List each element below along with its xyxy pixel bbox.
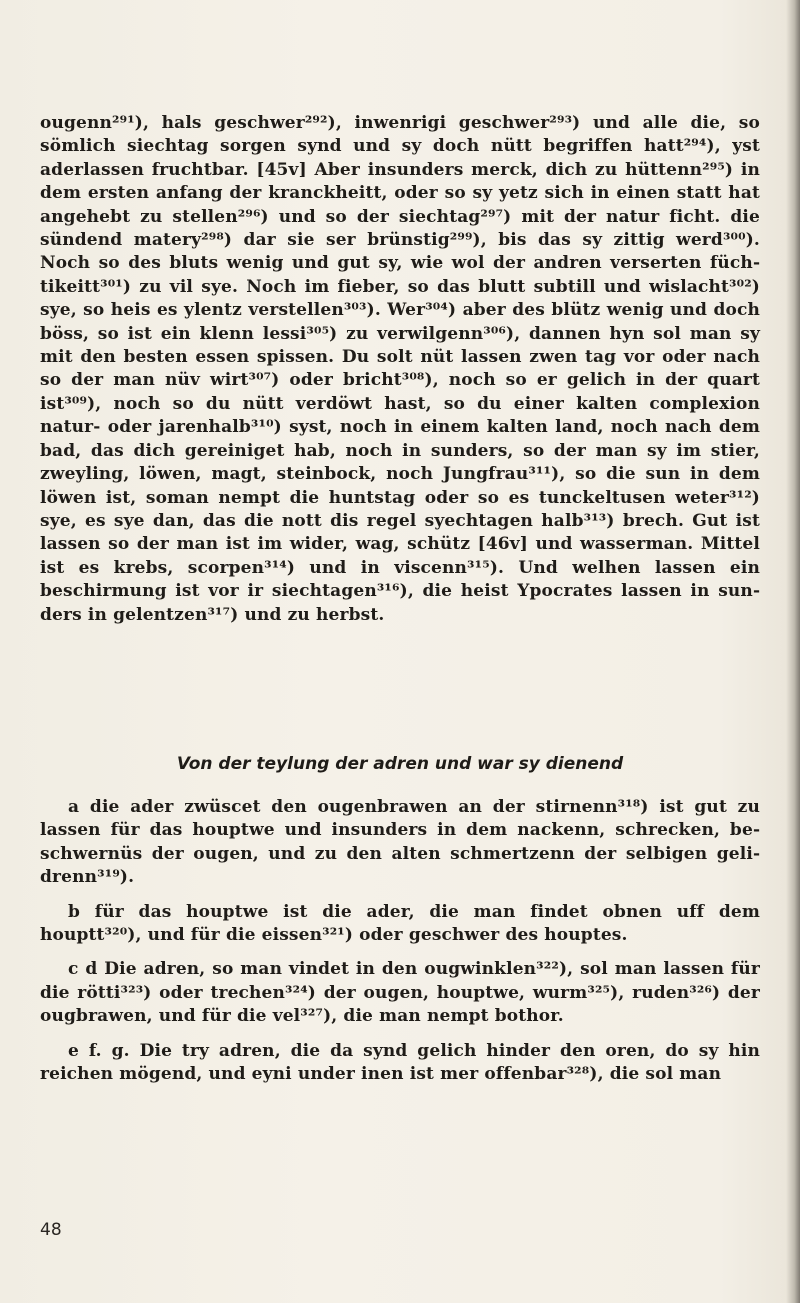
section-c-d: c d Die adren, so man vindet in den ougwinklen³²²), sol man lassen für die rötti³²³) oder trechen³²⁴) der ougen, houptwe, wurm³²⁵), ruden³²⁶) der ougbrawen, und für die vel³²⁷), die man nempt bothor.: [40, 959, 760, 1027]
page-number: 48: [40, 1220, 62, 1240]
main-paragraph: ougenn²⁹¹), hals geschwer²⁹²), inwenrigi geschwer²⁹³) und alle die, so sömlich siechtag sorgen synd und sy doch nütt begriffen hatt²⁹⁴), yst aderlassen fruchtbar. [45v] Aber insunders merck, dich zu hüttenn²⁹⁵) in dem ersten anfang der kranckheitt, oder so sy yetz sich in einen statt hat angehebt zu stellen²⁹⁶) und so der siechtag²⁹⁷) mit der natur ficht. die sündend matery²⁹⁸) dar sie ser brünstig²⁹⁹), bis das sy zittig werd³⁰⁰). Noch so des bluts wenig und gut sy, wie wol der andren verserten füchtikeitt³⁰¹) zu vil sye. Noch im fieber, so das blutt subtill und wislacht³⁰²) sye, so heis es ylentz verstellen³⁰³). Wer³⁰⁴) aber des blütz wenig und doch böss, so ist ein klenn lessi³⁰⁵) zu verwilgenn³⁰⁶), dannen hyn sol man sy mit den besten essen spissen. Du solt nüt lassen zwen tag vor oder nach so der man nüv wirt³⁰⁷) oder bricht³⁰⁸), noch so er gelich in der quart ist³⁰⁹), noch so du nütt verdöwt hast, so du einer kalten complexion natur- oder jarenhalb³¹⁰) syst, noch in einem kalten land, noch nach dem bad, das dich gereiniget hab, noch in sunders, so der man sy im stier, zweyling, löwen, magt, steinbock, noch Jungfrau³¹¹), so die sun in dem löwen ist, soman nempt die huntstag oder so es tunckeltusen weter³¹²) sye, es sye dan, das die nott dis regel syechtagen halb³¹³) brech. Gut ist lassen so der man ist im wider, wag, schütz [46v] und wasserman. Mittel ist es krebs, scorpen³¹⁴) und in viscenn³¹⁵). Und welhen lassen ein beschirmung ist vor ir siechtagen³¹⁶), die heist Ypocrates lassen in sunders in gelentzen³¹⁷) und zu herbst.: [40, 113, 760, 625]
section-heading: Von der teylung der adren und war sy dienend: [176, 754, 624, 774]
page-edge-shadow: [786, 0, 800, 1303]
vein-sections: [40, 796, 760, 1097]
section-b: b für das houptwe ist die ader, die man findet obnen uff dem houptt³²⁰), und für die eissen³²¹) oder geschwer des houptes.: [40, 901, 760, 946]
section-e-f-g: e f. g. Die try adren, die da synd gelich hinder den oren, do sy hin reichen mögend, und eyni under inen ist mer offenbar³²⁸), die sol man: [40, 1040, 760, 1085]
section-a: a die ader zwüscet den ougenbrawen an der stirnenn³¹⁸) ist gut zu lassen für das houptwe und insunders in dem nackenn, schrecken, beschwernüs der ougen, und zu den alten schmertzenn der selbigen gelidrenn³¹⁹).: [40, 797, 760, 888]
